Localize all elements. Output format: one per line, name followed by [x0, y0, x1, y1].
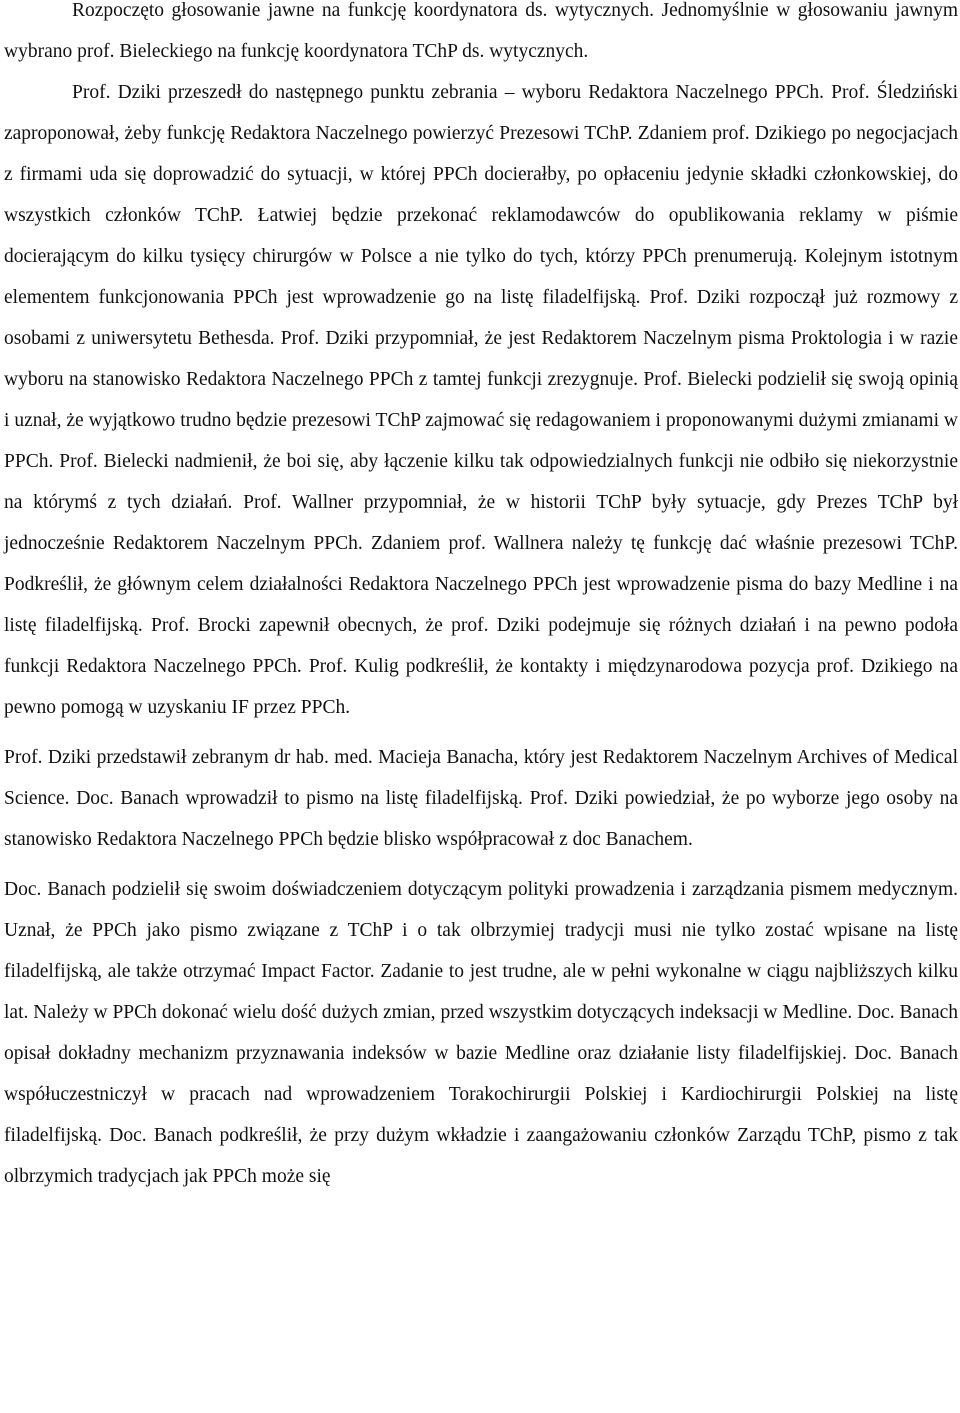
document-page	[4, 0, 958, 1197]
paragraph-banach-experience: Doc. Banach podzielił się swoim doświadczeniem dotyczącym polityki prowadzenia i zarządzania pismem medycznym. Uznał, że PPCh jako pismo związane z TChP i o tak olbrzymiej tradycji musi nie tylko zostać wpisane na listę filadelfijską, ale także otrzymać Impact Factor. Zadanie to jest trudne, ale w pełni wykonalne w ciągu najbliższych kilku lat. Należy w PPCh dokonać wielu dość dużych zmian, przed wszystkim dotyczących indeksacji w Medline. Doc. Banach opisał dokładny mechanizm przyznawania indeksów w bazie Medline oraz działanie listy filadelfijskiej. Doc. Banach współuczestniczył w pracach nad wprowadzeniem Torakochirurgii Polskiej i Kardiochirurgii Polskiej na listę filadelfijską. Doc. Banach podkreślił, że przy dużym wkładzie i zaangażowaniu członków Zarządu TChP, pismo z tak olbrzymich tradycjach jak PPCh może się	[4, 879, 958, 1187]
paragraph-banach-introduction: Prof. Dziki przedstawił zebranym dr hab. med. Macieja Banacha, który jest Redaktorem Naczelnym Archives of Medical Science. Doc. Banach wprowadził to pismo na listę filadelfijską. Prof. Dziki powiedział, że po wyborze jego osoby na stanowisko Redaktora Naczelnego PPCh będzie blisko współpracował z doc Banachem.	[4, 747, 958, 850]
paragraph-editor-election: Prof. Dziki przeszedł do następnego punktu zebrania – wyboru Redaktora Naczelnego PPCh. Prof. Śledziński zaproponował, żeby funkcję Redaktora Naczelnego powierzyć Prezesowi TChP. Zdaniem prof. Dzikiego po negocjacjach z firmami uda się doprowadzić do sytuacji, w której PPCh docierałby, po opłaceniu jedynie składki członkowskiej, do wszystkich członków TChP. Łatwiej będzie przekonać reklamodawców do opublikowania reklamy w piśmie docierającym do kilku tysięcy chirurgów w Polsce a nie tylko do tych, którzy PPCh prenumerują. Kolejnym istotnym elementem funkcjonowania PPCh jest wprowadzenie go na listę filadelfijską. Prof. Dziki rozpoczął już rozmowy z osobami z uniwersytetu Bethesda. Prof. Dziki przypomniał, że jest Redaktorem Naczelnym pisma Proktologia i w razie wyboru na stanowisko Redaktora Naczelnego PPCh z tamtej funkcji zrezygnuje. Prof. Bielecki podzielił się swoją opinią i uznał, że wyjątkowo trudno będzie prezesowi TChP zajmować się redagowaniem i proponowanymi dużymi zmianami w PPCh. Prof. Bielecki nadmienił, że boi się, aby łączenie kilku tak odpowiedzialnych funkcji nie odbiło się niekorzystnie na którymś z tych działań. Prof. Wallner przypomniał, że w historii TChP były sytuacje, gdy Prezes TChP był jednocześnie Redaktorem Naczelnym PPCh. Zdaniem prof. Wallnera należy tę funkcję dać właśnie prezesowi TChP. Podkreślił, że głównym celem działalności Redaktora Naczelnego PPCh jest wprowadzenie pisma do bazy Medline i na listę filadelfijską. Prof. Brocki zapewnił obecnych, że prof. Dziki podejmuje się różnych działań i na pewno podoła funkcji Redaktora Naczelnego PPCh. Prof. Kulig podkreślił, że kontakty i międzynarodowa pozycja prof. Dzikiego na pewno pomogą w uzyskaniu IF przez PPCh.	[4, 82, 958, 718]
paragraph-coordinator-vote: Rozpoczęto głosowanie jawne na funkcję koordynatora ds. wytycznych. Jednomyślnie w głosowaniu jawnym wybrano prof. Bieleckiego na funkcję koordynatora TChP ds. wytycznych.	[4, 0, 958, 62]
